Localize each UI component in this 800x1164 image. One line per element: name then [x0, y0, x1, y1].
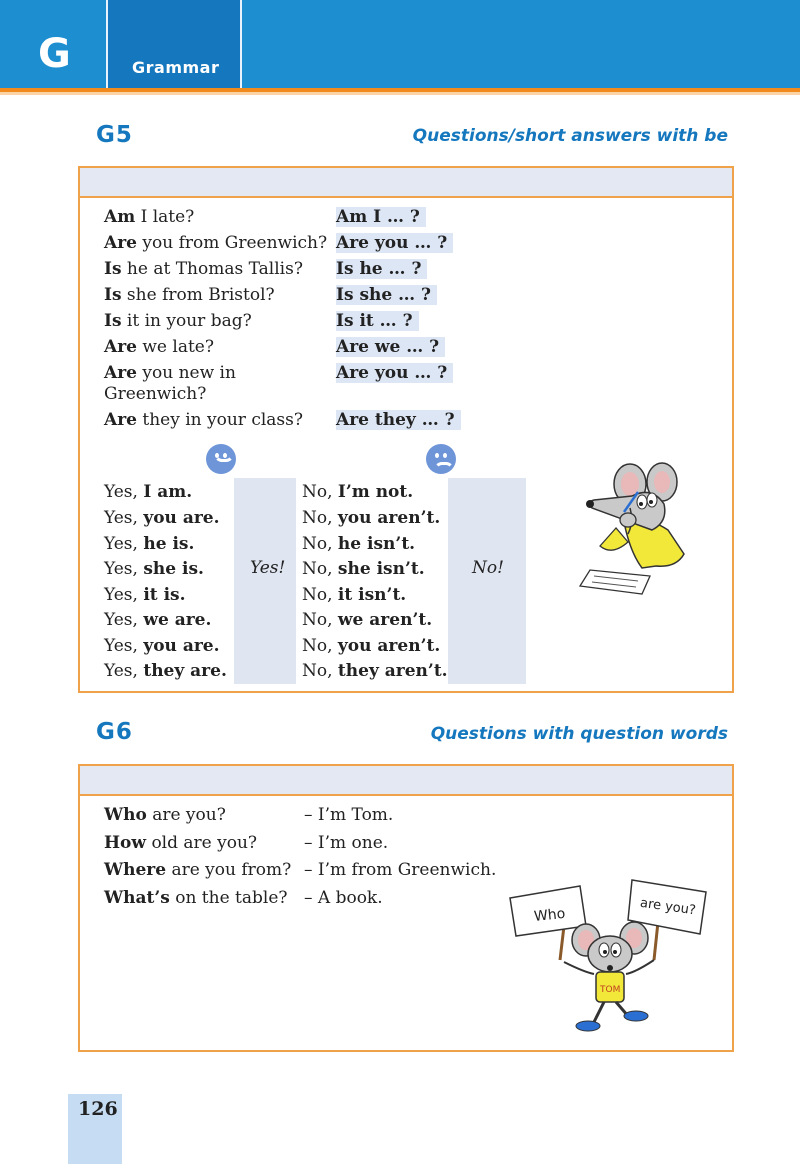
- g6-question: How old are you?: [104, 833, 258, 853]
- yes-answer: Yes, they are.: [104, 661, 227, 681]
- no-answer: No, they aren’t.: [302, 661, 448, 681]
- section-letter-cell: [0, 0, 106, 88]
- g6-box-header: [80, 766, 732, 796]
- no-answer: No, you aren’t.: [302, 508, 441, 528]
- g5-short-form: Is he … ?: [336, 258, 427, 280]
- page-number: 126: [78, 1098, 118, 1120]
- sign-left-text: Who: [533, 905, 567, 926]
- g6-answer: – A book.: [304, 888, 383, 908]
- g5-question-cont: Greenwich?: [104, 384, 207, 404]
- mouse-with-signs-illustration: [504, 876, 714, 1036]
- g5-question: Is she from Bristol?: [104, 285, 275, 305]
- no-answer: No, I’m not.: [302, 482, 414, 502]
- g5-short-form: Are they … ?: [336, 409, 461, 431]
- g5-question: Is he at Thomas Tallis?: [104, 259, 303, 279]
- g6-code: G6: [96, 719, 133, 745]
- no-label: No!: [472, 558, 504, 578]
- g5-question: Am I late?: [104, 207, 195, 227]
- g6-box: [78, 764, 734, 1052]
- no-answer: No, he isn’t.: [302, 534, 416, 554]
- g5-short-form: Are you … ?: [336, 232, 453, 254]
- yes-answer: Yes, we are.: [104, 610, 212, 630]
- g6-question: Who are you?: [104, 805, 226, 825]
- yes-column-shade: [234, 478, 296, 684]
- g6-question: Where are you from?: [104, 860, 292, 880]
- g5-box-header: [80, 168, 732, 198]
- yes-answer: Yes, it is.: [104, 585, 186, 605]
- no-answer: No, she isn’t.: [302, 559, 425, 579]
- no-column-shade: [448, 478, 526, 684]
- g6-question: What’s on the table?: [104, 888, 288, 908]
- g5-title: Questions/short answers with be: [412, 126, 728, 146]
- section-letter: G: [38, 31, 71, 77]
- sad-face-icon: [426, 444, 456, 474]
- g5-question: Are they in your class?: [104, 410, 303, 430]
- no-answer: No, we aren’t.: [302, 610, 433, 630]
- g5-question: Are we late?: [104, 337, 214, 357]
- yes-answer: Yes, you are.: [104, 636, 220, 656]
- g5-short-form: Am I … ?: [336, 206, 426, 228]
- header-bar: [0, 0, 800, 88]
- yes-label: Yes!: [250, 558, 286, 578]
- sign-right-text: are you?: [639, 895, 697, 919]
- g5-question: Are you new in: [104, 363, 236, 383]
- g5-short-form: Are we … ?: [336, 336, 445, 358]
- g6-title: Questions with question words: [430, 724, 728, 744]
- happy-face-icon: [206, 444, 236, 474]
- g5-code: G5: [96, 122, 133, 148]
- yes-answer: Yes, you are.: [104, 508, 220, 528]
- header-divider: [240, 0, 242, 88]
- no-answer: No, it isn’t.: [302, 585, 407, 605]
- g5-short-form: Are you … ?: [336, 362, 453, 384]
- yes-answer: Yes, she is.: [104, 559, 204, 579]
- g5-short-form: Is she … ?: [336, 284, 437, 306]
- no-answer: No, you aren’t.: [302, 636, 441, 656]
- g6-answer: – I’m one.: [304, 833, 389, 853]
- g6-answer: – I’m from Greenwich.: [304, 860, 497, 880]
- g5-question: Are you from Greenwich?: [104, 233, 328, 253]
- shirt-text: TOM: [600, 985, 621, 995]
- g6-answer: – I’m Tom.: [304, 805, 394, 825]
- g5-short-form: Is it … ?: [336, 310, 419, 332]
- thinking-mouse-illustration: [572, 456, 702, 606]
- yes-answer: Yes, he is.: [104, 534, 195, 554]
- header-underline-light: [0, 92, 800, 95]
- g5-question: Is it in your bag?: [104, 311, 252, 331]
- header-label: Grammar: [132, 58, 220, 77]
- g5-box: [78, 166, 734, 693]
- yes-answer: Yes, I am.: [104, 482, 193, 502]
